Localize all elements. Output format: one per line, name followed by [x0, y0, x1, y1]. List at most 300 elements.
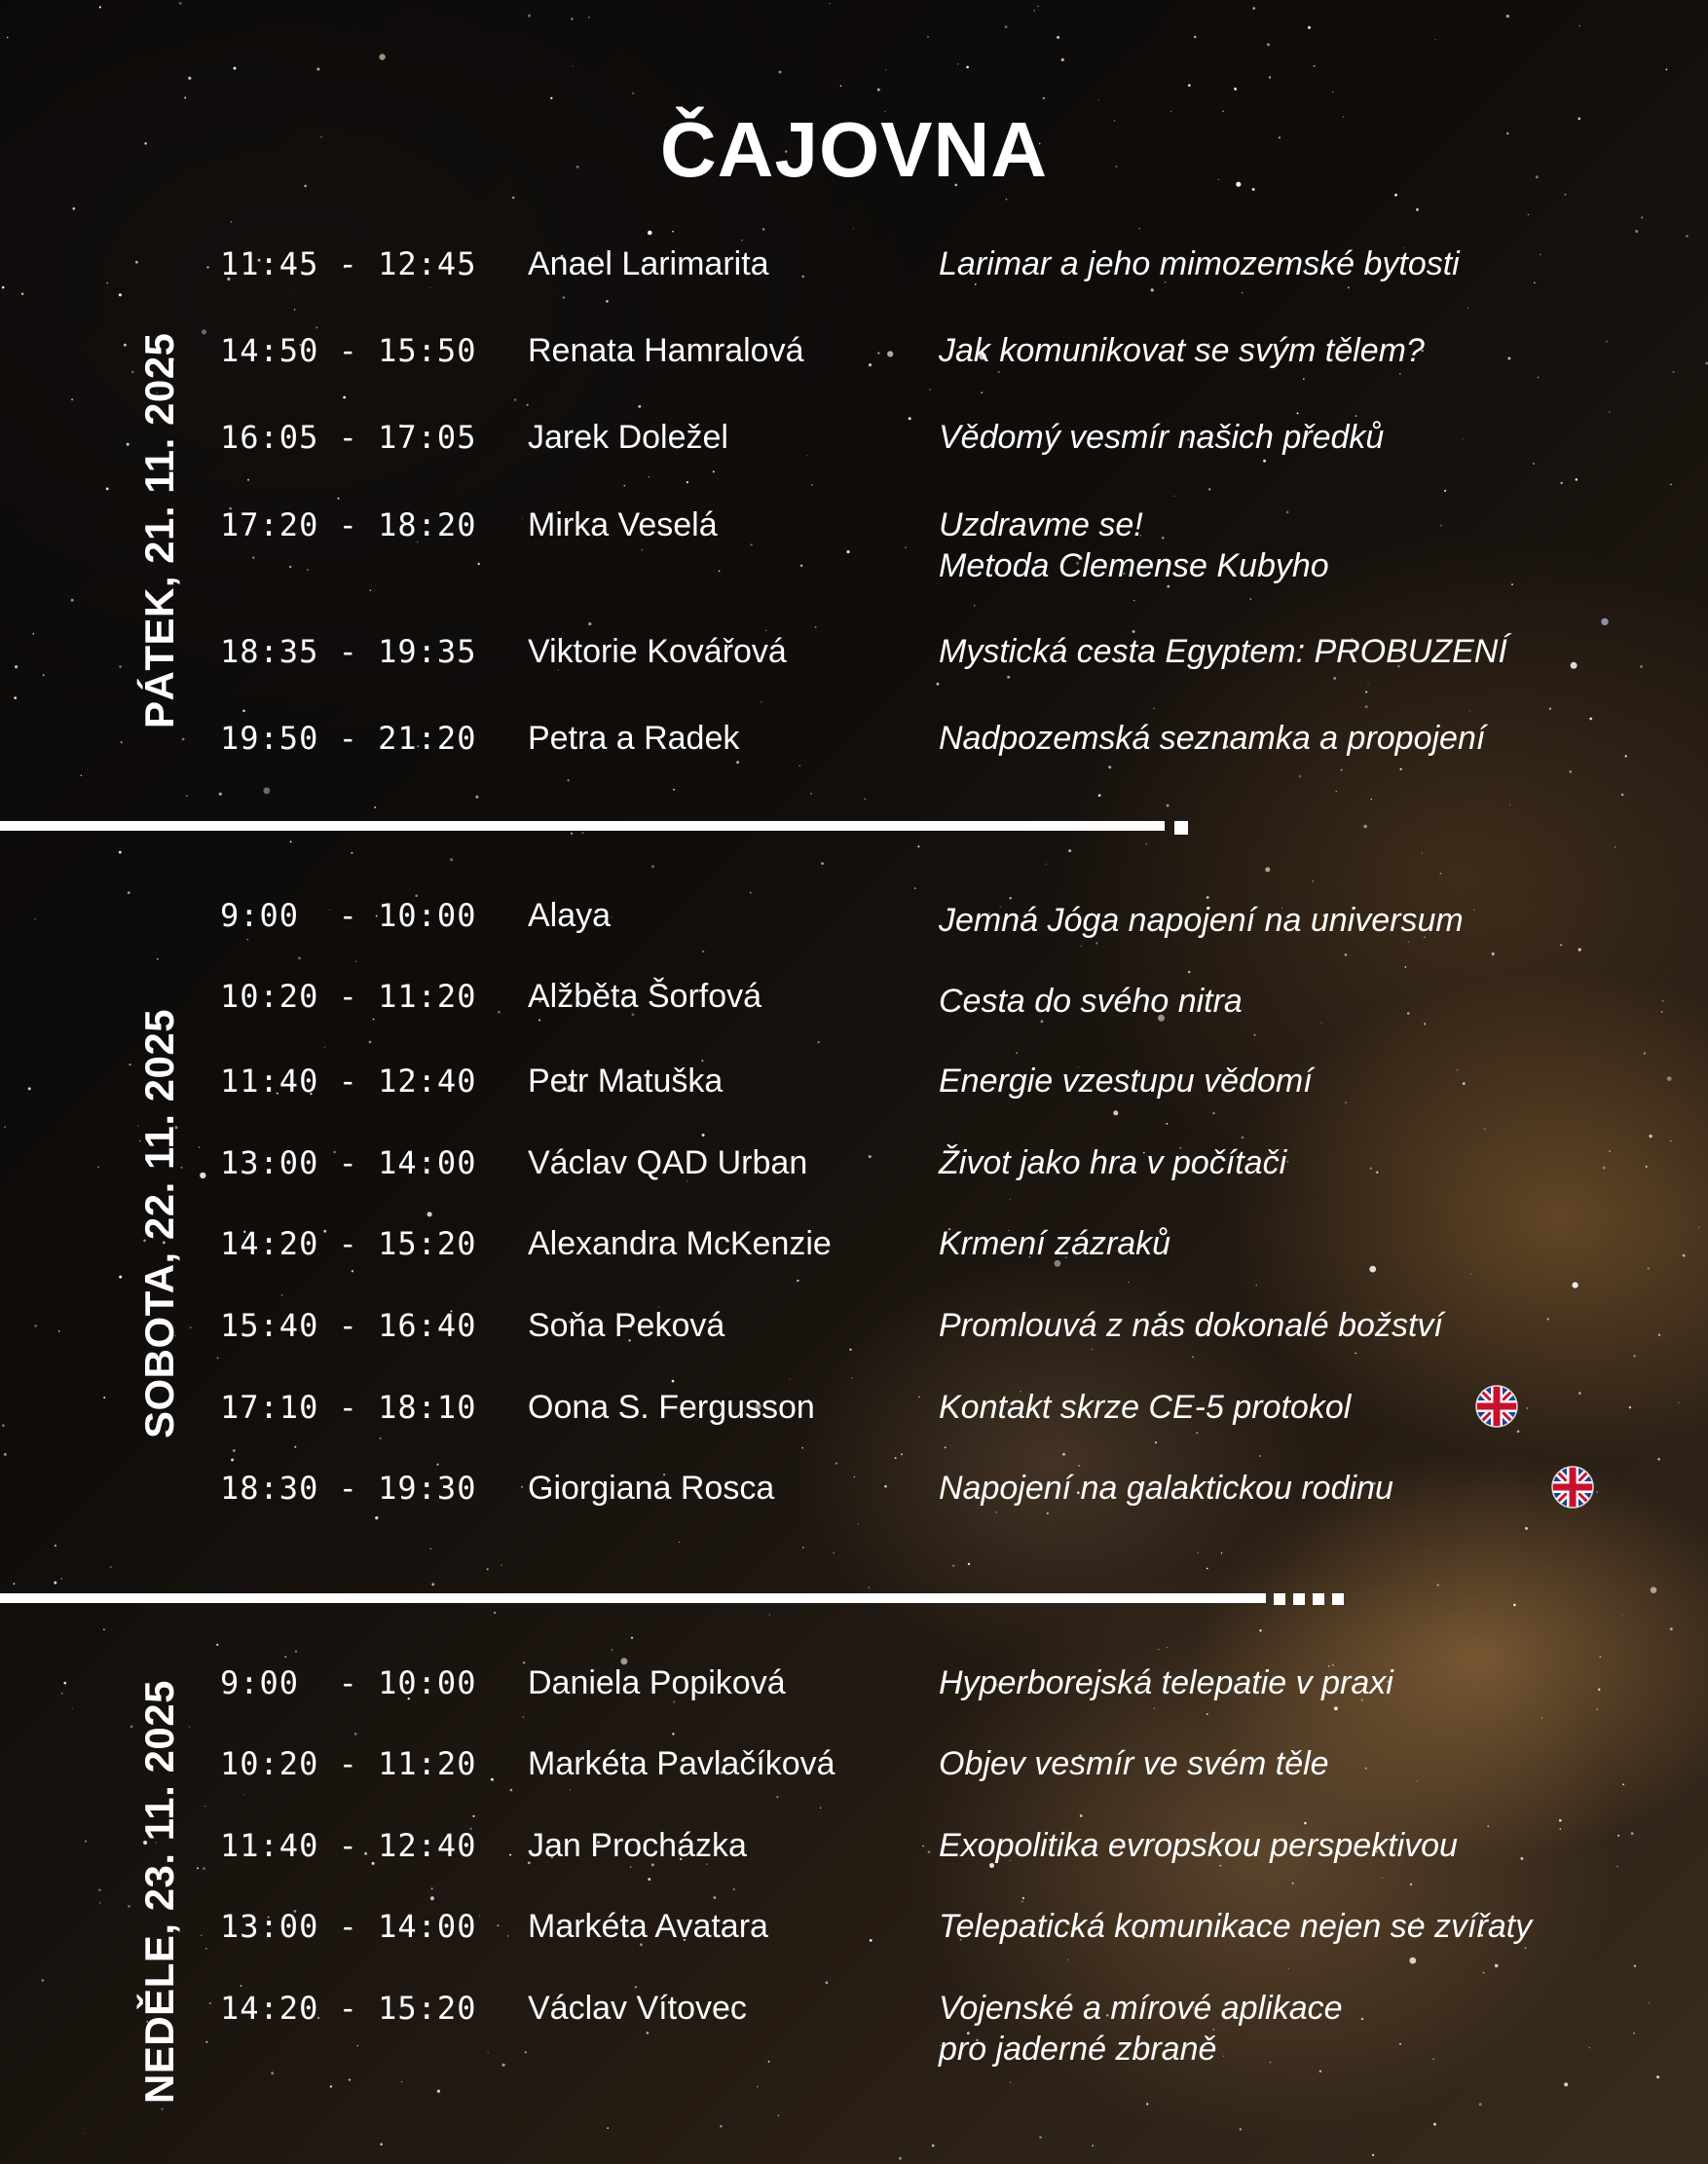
star: [1467, 307, 1468, 308]
star: [750, 892, 752, 894]
star: [72, 207, 75, 210]
session-topic: Promlouvá z nás dokonalé božství: [939, 1307, 1443, 1344]
star: [1599, 1656, 1601, 1658]
star: [1662, 1000, 1664, 1002]
star: [1506, 15, 1509, 18]
star: [631, 1637, 633, 1639]
star: [905, 546, 907, 548]
star: [71, 599, 74, 602]
star: [243, 1794, 244, 1795]
star: [769, 1615, 770, 1616]
star: [1240, 2128, 1243, 2131]
star: [1250, 598, 1251, 599]
star: [909, 417, 911, 420]
star: [571, 833, 573, 835]
page-title: ČAJOVNA: [659, 106, 1049, 193]
star: [521, 1486, 523, 1488]
star: [509, 1854, 511, 1856]
star: [355, 960, 357, 962]
star: [354, 1733, 357, 1735]
star: [1559, 1819, 1562, 1822]
star: [4, 1453, 7, 1456]
star: [1267, 43, 1270, 46]
star: [351, 852, 353, 854]
star: [307, 569, 309, 571]
star: [1473, 910, 1474, 911]
star: [927, 36, 929, 38]
star: [252, 556, 254, 558]
star: [1154, 1708, 1155, 1709]
star: [264, 787, 271, 794]
star: [1661, 1011, 1662, 1012]
star: [1507, 357, 1510, 360]
star: [1635, 230, 1638, 233]
star: [672, 1380, 675, 1383]
star: [119, 665, 122, 668]
star: [846, 550, 849, 553]
star: [1625, 755, 1627, 757]
star: [1603, 1167, 1606, 1170]
star: [7, 37, 9, 39]
star: [673, 789, 675, 791]
star: [127, 443, 130, 446]
star: [1010, 1199, 1011, 1200]
session-topic: Kontakt skrze CE-5 protokol: [939, 1389, 1352, 1426]
star: [1525, 1947, 1527, 1949]
star: [231, 221, 232, 222]
star: [638, 405, 641, 408]
star: [607, 2127, 609, 2129]
star: [1616, 1866, 1618, 1868]
star: [550, 97, 552, 99]
star: [1609, 412, 1610, 413]
session-topic: Uzdravme se! Metoda Clemense Kubyho: [939, 506, 1329, 584]
star: [1314, 65, 1316, 67]
star: [1409, 1958, 1416, 1964]
session-topic: Nadpozemská seznamka a propojení: [939, 720, 1486, 757]
star: [887, 351, 893, 356]
star: [1368, 685, 1369, 686]
star: [1197, 1552, 1199, 1554]
star: [1155, 1441, 1157, 1443]
session-speaker: Jan Procházka: [528, 1827, 747, 1864]
star: [216, 1644, 218, 1646]
session-speaker: Václav QAD Urban: [528, 1144, 808, 1181]
star: [1333, 677, 1336, 680]
star: [294, 309, 295, 310]
star: [1167, 804, 1170, 807]
star: [162, 2108, 164, 2110]
star: [679, 1542, 680, 1543]
star: [179, 2, 182, 5]
star: [630, 1866, 632, 1868]
star: [380, 2143, 383, 2145]
divider-dot: [1274, 1593, 1285, 1605]
star: [885, 69, 886, 70]
session-topic: Objev vesmír ve svém těle: [939, 1745, 1329, 1782]
star: [523, 1661, 526, 1664]
star: [1006, 199, 1008, 201]
star: [884, 1485, 887, 1488]
session-time: 11:45 - 12:45: [220, 245, 477, 282]
star: [1369, 1266, 1376, 1273]
star: [507, 1935, 508, 1936]
star: [1649, 2002, 1650, 2003]
star: [1153, 708, 1155, 710]
star: [488, 2053, 489, 2054]
star: [1435, 39, 1436, 40]
star: [1146, 2103, 1148, 2105]
star: [1078, 1465, 1080, 1467]
star: [702, 1134, 705, 1137]
star: [1061, 58, 1064, 61]
star: [478, 563, 480, 565]
star: [58, 1330, 60, 1332]
star: [1601, 618, 1608, 625]
star: [1007, 676, 1010, 679]
star: [768, 2061, 770, 2063]
star: [81, 775, 82, 776]
star: [929, 389, 931, 391]
star: [1410, 1884, 1412, 1885]
star: [853, 228, 854, 229]
star: [1098, 794, 1101, 797]
star: [895, 1457, 897, 1459]
day-label: NEDĚLE, 23. 11. 2025: [136, 1680, 182, 2104]
star: [512, 197, 514, 199]
star: [762, 228, 765, 231]
divider-dot: [1332, 1593, 1344, 1605]
star: [1113, 1110, 1118, 1115]
session-time: 16:05 - 17:05: [220, 419, 477, 456]
divider-dot: [1313, 1593, 1324, 1605]
star: [1336, 791, 1337, 792]
star: [188, 77, 191, 80]
star: [1173, 496, 1174, 497]
star: [1092, 2145, 1094, 2146]
star: [815, 626, 817, 628]
star: [1400, 768, 1402, 770]
star: [1578, 949, 1581, 951]
star: [1698, 1227, 1699, 1228]
star: [1650, 1135, 1652, 1138]
star: [1256, 1285, 1257, 1286]
star: [826, 1981, 829, 1984]
star: [742, 240, 743, 241]
star: [1686, 235, 1689, 238]
divider-dot: [1293, 1593, 1305, 1605]
star: [797, 1280, 798, 1282]
star: [487, 1568, 489, 1570]
star: [572, 65, 573, 66]
star: [1670, 1627, 1673, 1630]
star: [21, 293, 24, 296]
star: [1641, 216, 1643, 218]
star: [1192, 1357, 1194, 1359]
star: [998, 371, 1000, 373]
star: [129, 1063, 130, 1065]
star: [200, 1173, 205, 1178]
star: [858, 1524, 859, 1525]
star: [1570, 770, 1573, 773]
star: [1534, 282, 1536, 284]
star: [1288, 1968, 1289, 1969]
star: [1511, 583, 1513, 585]
star: [790, 1379, 791, 1380]
star: [1589, 2047, 1591, 2049]
star: [61, 1578, 62, 1579]
star: [1673, 371, 1675, 373]
star: [996, 1511, 998, 1513]
star: [204, 1806, 205, 1807]
day-label: SOBOTA, 22. 11. 2025: [136, 1008, 182, 1438]
star: [1365, 705, 1368, 708]
star: [1308, 26, 1311, 29]
star: [1578, 1392, 1581, 1395]
star: [498, 1011, 501, 1014]
star: [14, 1583, 16, 1585]
star: [1533, 463, 1535, 465]
star: [479, 1915, 480, 1916]
session-time: 17:20 - 18:20: [220, 506, 477, 543]
star: [1487, 1825, 1489, 1827]
star: [33, 633, 35, 635]
star: [1370, 1168, 1372, 1170]
star: [43, 674, 45, 676]
star: [642, 549, 643, 550]
star: [1197, 1433, 1199, 1435]
star: [1597, 1491, 1598, 1492]
star: [1361, 2018, 1363, 2020]
star: [588, 17, 590, 19]
session-speaker: Petr Matuška: [528, 1063, 724, 1100]
session-speaker: Giorgiana Rosca: [528, 1470, 775, 1507]
star: [687, 481, 688, 483]
star: [1242, 1137, 1244, 1139]
star: [1621, 794, 1623, 796]
star: [430, 1548, 431, 1549]
star: [918, 1397, 920, 1399]
star: [119, 1276, 122, 1279]
star: [107, 282, 108, 283]
star: [28, 1087, 31, 1090]
star: [849, 1349, 851, 1351]
session-time: 19:50 - 21:20: [220, 720, 477, 757]
star: [840, 85, 842, 87]
star: [1221, 1552, 1222, 1553]
star: [1252, 7, 1255, 10]
star: [672, 1733, 674, 1735]
star: [2, 1424, 5, 1427]
star: [776, 1796, 778, 1798]
star: [233, 1449, 236, 1452]
star: [952, 1565, 954, 1567]
star: [338, 498, 340, 500]
star: [1067, 1959, 1068, 1960]
session-time: 18:30 - 19:30: [220, 1470, 477, 1507]
star: [436, 1464, 438, 1466]
star: [135, 261, 138, 264]
star: [821, 862, 824, 865]
star: [294, 1446, 296, 1448]
session-speaker: Anael Larimarita: [528, 245, 769, 282]
star: [128, 1905, 130, 1908]
star: [1622, 1783, 1624, 1785]
star: [1437, 1584, 1439, 1586]
star: [34, 1325, 37, 1327]
star: [851, 1377, 852, 1378]
star: [1167, 1647, 1168, 1648]
star: [1365, 691, 1367, 693]
star: [799, 765, 800, 766]
star: [1540, 254, 1541, 255]
star: [1633, 2033, 1635, 2034]
star: [1405, 966, 1407, 968]
star: [206, 2041, 208, 2043]
session-topic: Vojenské a mírové aplikace pro jaderné zbraně: [939, 1990, 1343, 2068]
star: [801, 276, 804, 279]
star: [702, 951, 704, 952]
star: [1207, 1713, 1208, 1715]
star: [1606, 341, 1608, 343]
star: [733, 1888, 735, 1890]
star: [1463, 438, 1464, 439]
star: [1382, 1878, 1383, 1879]
star: [1057, 36, 1059, 39]
star: [1538, 377, 1540, 379]
star: [2, 286, 5, 289]
star: [523, 1716, 525, 1718]
star: [206, 266, 209, 269]
star: [1408, 942, 1409, 943]
star: [606, 300, 609, 303]
star: [430, 1896, 434, 1900]
star: [522, 518, 523, 519]
star: [85, 1841, 87, 1843]
session-topic: Larimar a jeho mimozemské bytosti: [939, 245, 1460, 282]
section-divider: [0, 1593, 1266, 1603]
star: [1433, 2059, 1434, 2060]
star: [1656, 2075, 1659, 2078]
star: [647, 2032, 650, 2034]
session-time: 11:40 - 12:40: [220, 1827, 477, 1864]
star: [751, 543, 753, 545]
session-time: 9:00 - 10:00: [220, 1664, 477, 1701]
star: [811, 484, 812, 485]
star: [431, 1583, 434, 1586]
star: [932, 2145, 935, 2147]
star: [1010, 2082, 1012, 2084]
star: [810, 793, 811, 794]
session-speaker: Alaya: [528, 897, 612, 934]
star: [1043, 97, 1045, 99]
star: [1560, 944, 1562, 946]
star: [1208, 488, 1210, 490]
star: [1212, 1112, 1214, 1114]
star: [1047, 1512, 1049, 1514]
star: [917, 845, 919, 847]
star: [373, 1019, 375, 1021]
star: [1651, 1586, 1657, 1593]
star: [431, 1887, 433, 1889]
star: [14, 696, 17, 699]
star: [1667, 1076, 1672, 1081]
star: [380, 1437, 382, 1439]
star: [119, 293, 122, 296]
star: [869, 1587, 870, 1588]
star: [649, 476, 650, 477]
star: [801, 1447, 803, 1449]
star: [1621, 1614, 1622, 1615]
star: [99, 6, 101, 8]
star: [1560, 1828, 1562, 1830]
star: [1364, 1768, 1367, 1771]
star: [527, 404, 529, 406]
star: [1644, 1053, 1646, 1055]
star: [1657, 1458, 1660, 1461]
star: [241, 1985, 242, 1987]
star: [736, 761, 739, 764]
star: [298, 956, 301, 959]
session-time: 13:00 - 14:00: [220, 1908, 477, 1945]
star: [130, 1726, 133, 1729]
star: [899, 2157, 902, 2160]
star: [284, 1656, 286, 1658]
star: [1463, 1082, 1466, 1085]
star: [779, 71, 782, 74]
star: [877, 89, 880, 92]
star: [1509, 804, 1510, 805]
star: [1678, 1402, 1679, 1403]
session-speaker: Alžběta Šorfová: [528, 978, 762, 1015]
star: [1546, 1318, 1548, 1320]
star: [201, 1935, 202, 1936]
star: [1341, 769, 1343, 771]
day-label: PÁTEK, 21. 11. 2025: [136, 332, 182, 728]
star: [1549, 708, 1551, 710]
star: [1299, 775, 1302, 778]
session-topic: Jak komunikovat se svým tělem?: [939, 332, 1425, 369]
star: [1633, 1355, 1636, 1358]
session-time: 18:35 - 19:35: [220, 633, 477, 670]
star: [1242, 292, 1244, 294]
star: [1039, 2136, 1042, 2139]
star: [427, 1212, 432, 1216]
star: [1321, 1023, 1322, 1024]
star: [928, 1850, 931, 1853]
star: [957, 63, 959, 65]
star: [624, 485, 626, 487]
star: [61, 1693, 63, 1695]
session-speaker: Oona S. Fergusson: [528, 1389, 815, 1426]
star: [1670, 484, 1671, 485]
session-topic: Mystická cesta Egyptem: PROBUZENÍ: [939, 633, 1507, 670]
session-time: 10:20 - 11:20: [220, 978, 477, 1015]
star: [1631, 1832, 1634, 1835]
session-speaker: Soňa Peková: [528, 1307, 725, 1344]
star: [375, 1516, 378, 1519]
uk-flag-icon: [1551, 1466, 1594, 1509]
star: [343, 396, 346, 399]
session-speaker: Václav Vítovec: [528, 1990, 747, 2027]
star: [818, 1041, 820, 1043]
star: [1444, 490, 1446, 492]
star: [1108, 765, 1111, 768]
star: [538, 1020, 540, 1022]
star: [209, 2002, 211, 2004]
star: [567, 779, 569, 781]
star: [1081, 946, 1082, 947]
